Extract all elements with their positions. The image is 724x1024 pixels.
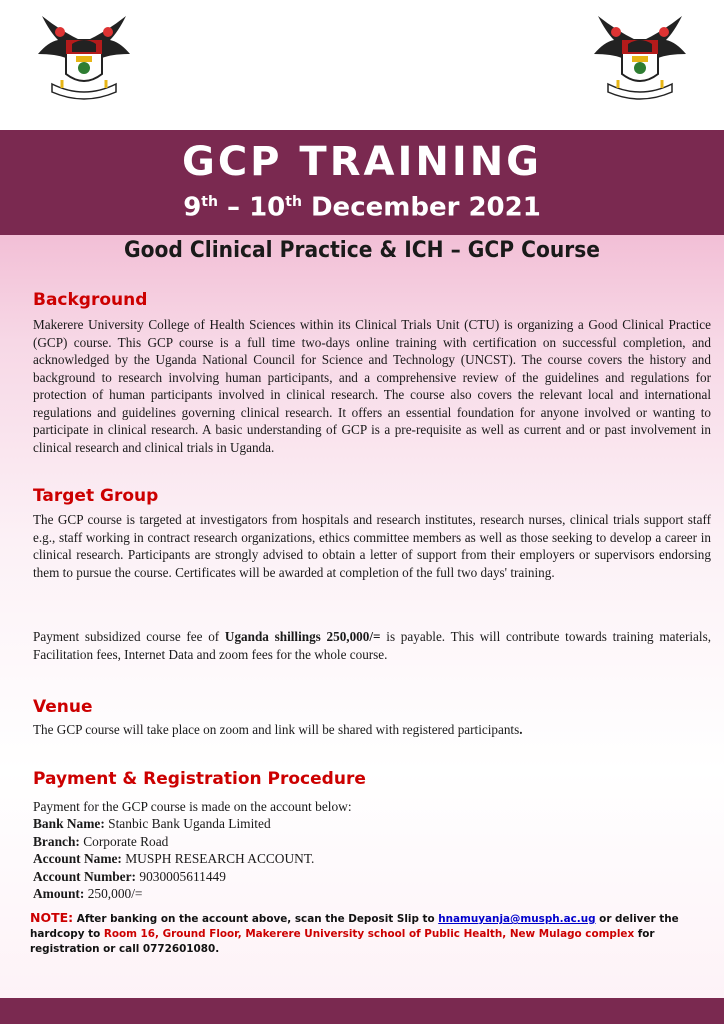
note-text-3: for registration or call 0772601080. [30, 928, 655, 955]
branch-row [33, 833, 352, 850]
venue-heading: Venue [33, 697, 93, 717]
target-group-heading: Target Group [33, 486, 159, 506]
bank-name-row [33, 815, 352, 832]
contact-email-link[interactable]: hnamuyanja@musph.ac.ug [438, 913, 596, 925]
branch-label: Branch: [33, 833, 80, 849]
date-start-suffix: th [201, 194, 218, 210]
amount-value: 250,000/= [84, 886, 143, 902]
background-heading: Background [33, 290, 148, 310]
fee-text-post: is payable. This will contribute towards training materials, Facilitation fees, Internet Data and zoom fees for the whole course. [33, 629, 711, 662]
makerere-university-crest-icon [588, 14, 692, 108]
fee-text-pre: Payment subsidized course fee of [33, 629, 225, 644]
training-dates [0, 186, 724, 224]
payment-heading: Payment & Registration Procedure [33, 769, 366, 789]
bank-name-value: Stanbic Bank Uganda Limited [104, 816, 271, 832]
date-dash: – [217, 192, 250, 223]
date-end-day: 10 [249, 192, 286, 223]
title-banner [0, 130, 724, 235]
note-label: NOTE: [30, 910, 74, 925]
makerere-university-crest-icon [32, 14, 136, 108]
fee-amount: Uganda shillings 250,000/= [224, 629, 381, 644]
note-text-1: After banking on the account above, scan the Deposit Slip to [73, 913, 439, 925]
account-name-row [33, 850, 352, 867]
registration-note [30, 910, 705, 957]
account-name-value: MUSPH RESEARCH ACCOUNT. [121, 851, 315, 867]
note-location: Room 16, Ground Floor, Makerere University school of Public Health, New Mulago complex [103, 928, 635, 940]
payment-details [33, 798, 352, 902]
background-text: Makerere University College of Health Sciences within its Clinical Trials Unit (CTU) is organizing a Good Clinical Practice (GCP) course. This GCP course is a full time two-days online training with certification on successful completion, and acknowledged by the Uganda National Council for Science and Technology (UNCST). The course covers the history and background to research involving human participants, and a comprehensive review of the guidelines and regulations for protection of human participants involved in clinical research. The course also covers the relevant local and international regulations and guidelines governing clinical research. It offers an essential foundation for anyone involved or wanting to participate in clinical research. A basic understanding of GCP is a pre-requisite as well as current and or past involvement in clinical research and clinical trials in Uganda. [33, 317, 711, 455]
target-group-text: The GCP course is targeted at investigators from hospitals and research institutes, research nurses, clinical trials support staff e.g., staff working in contract research organizations, ethics committee members as well as those seeking to develop a career in clinical research. Participants are strongly advised to obtain a letter of support from their employers or supervisors endorsing them to pursue the course. Certificates will be awarded at completion of the full two days' training. [33, 512, 711, 580]
page-title: GCP TRAINING [181, 139, 543, 185]
date-end-suffix: th [285, 194, 302, 210]
bank-name-label: Bank Name: [33, 816, 105, 832]
account-number-value: 9030005611449 [136, 868, 226, 884]
venue-period: . [519, 722, 523, 737]
fee-paragraph [33, 628, 711, 663]
course-subtitle: Good Clinical Practice & ICH – GCP Course [123, 238, 601, 263]
account-number-row [33, 868, 352, 885]
venue-text [33, 721, 711, 739]
footer-bar [0, 998, 724, 1024]
branch-value: Corporate Road [79, 833, 169, 849]
account-name-label: Account Name: [33, 851, 122, 867]
note-text-2: or deliver the hardcopy to [30, 913, 679, 940]
venue-sentence: The GCP course will take place on zoom and link will be shared with registered participants [33, 722, 520, 737]
amount-label: Amount: [33, 886, 85, 902]
payment-intro: Payment for the GCP course is made on the account below: [33, 799, 352, 814]
date-month-year: December 2021 [301, 192, 541, 223]
amount-row [33, 885, 352, 902]
account-number-label: Account Number: [33, 868, 137, 884]
date-start-day: 9 [183, 192, 202, 223]
